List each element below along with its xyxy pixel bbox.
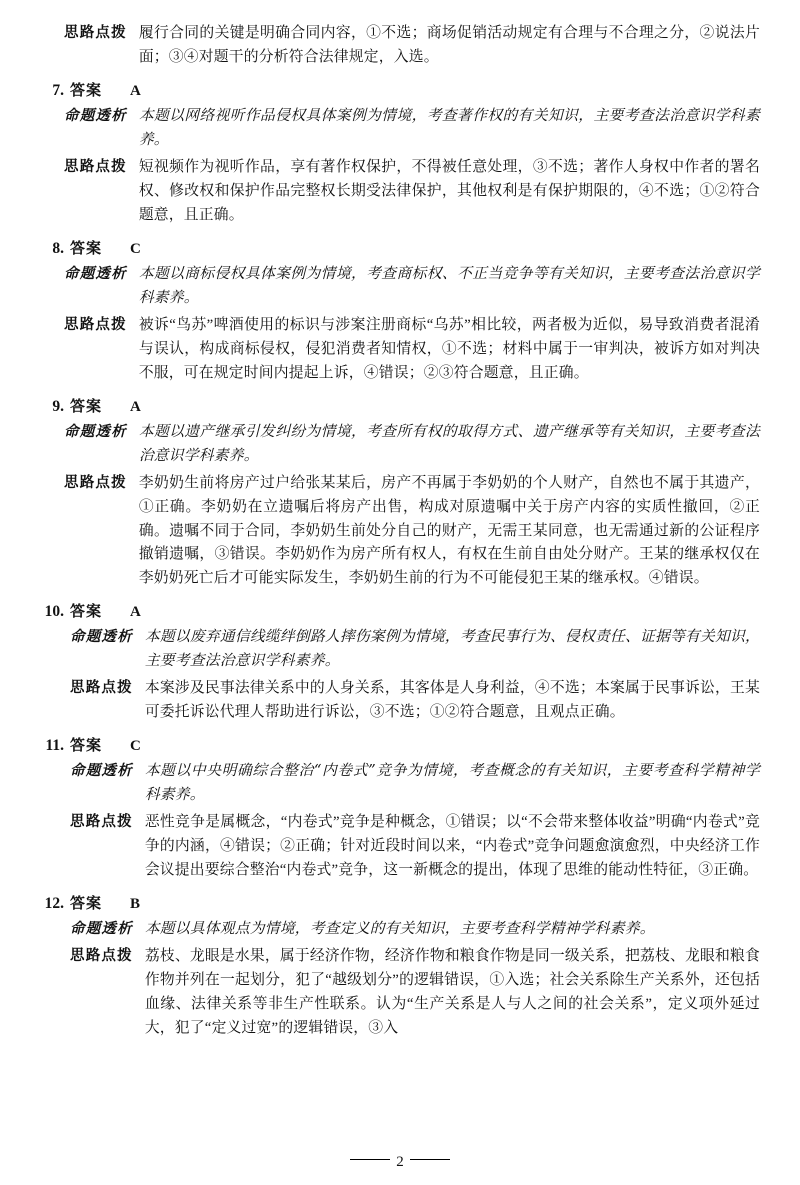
thinking-label: 思路点拨: [64, 25, 127, 41]
answer-line: [34, 237, 760, 258]
question-number: 9.: [52, 397, 64, 415]
answer-label: 答案: [70, 602, 103, 621]
answer-value: A: [130, 82, 142, 99]
thinking-paragraph: [34, 811, 760, 883]
answer-value: A: [130, 604, 142, 621]
footer-rule-right: [410, 1159, 450, 1160]
answer-value: C: [130, 738, 142, 755]
thinking-label: 思路点拨: [70, 948, 133, 965]
answer-block-11: [34, 734, 760, 883]
answer-block-10: [34, 600, 760, 725]
answer-block-8: [34, 237, 760, 386]
thinking-text: 荔枝、龙眼是水果，属于经济作物，经济作物和粮食作物是同一级关系，把荔枝、龙眼和粮食作物并列在一起划分，犯了“越级划分”的逻辑错误，①入选；社会关系除生产关系外，还包括血缘、法律关系等非生产性联系。认为“生产关系是人与人之间的社会关系”，定义项外延过大，犯了“定义过宽”的逻辑错误，③入: [144, 948, 760, 1036]
answer-value: A: [130, 398, 142, 415]
thinking-paragraph: [34, 314, 760, 386]
question-number: 10.: [44, 603, 64, 621]
page-footer: [0, 1154, 800, 1171]
analysis-label: 命题透析: [64, 422, 127, 440]
analysis-label: 命题透析: [64, 264, 127, 282]
question-number: 7.: [52, 81, 64, 99]
analysis-paragraph: [34, 917, 760, 941]
answer-value: C: [130, 240, 142, 257]
answer-label: 答案: [70, 238, 103, 257]
answer-label: 答案: [70, 894, 103, 913]
analysis-paragraph: [34, 104, 760, 152]
analysis-text: 本题以遗产继承引发纠纷为情境，考查所有权的取得方式、遗产继承等有关知识，主要考查法治意识学科素养。: [138, 422, 760, 464]
answer-line: [34, 395, 760, 416]
thinking-text: 履行合同的关键是明确合同内容，①不选；商场促销活动规定有合理与不合理之分，②说法片面；③④对题干的分析符合法律规定，入选。: [138, 25, 760, 65]
analysis-text: 本题以废弃通信线缆绊倒路人摔伤案例为情境，考查民事行为、侵权责任、证据等有关知识，主要考查法治意识学科素养。: [144, 628, 760, 670]
thinking-text: 李奶奶生前将房产过户给张某某后，房产不再属于李奶奶的个人财产，自然也不属于其遗产，①正确。李奶奶在立遗嘱后将房产出售，构成对原遗嘱中关于房产内容的实质性撤回，②正确。遗嘱不同于合同，李奶奶生前处分自己的财产，无需王某同意，也无需通过新的公证程序撤销遗嘱，③错误。李奶奶作为房产所有权人，有权在生前自由处分财产。王某的继承权仅在李奶奶死亡后才可能实际发生，李奶奶生前的行为不可能侵犯王某的继承权。④错误。: [138, 474, 760, 587]
thinking-label: 思路点拨: [64, 158, 127, 175]
answer-line: [34, 734, 760, 755]
thinking-paragraph: [34, 22, 760, 70]
thinking-text: 恶性竞争是属概念，“内卷式”竞争是种概念，①错误；以“不会带来整体收益”明确“内卷式”竞争的内涵，④错误；②正确；针对近段时间以来，“内卷式”竞争问题愈演愈烈，中央经济工作会议提出要综合整治“内卷式”竞争，这一新概念的提出，体现了思维的能动性特征，③正确。: [144, 814, 760, 879]
analysis-text: 本题以中央明确综合整治“内卷式”竞争为情境，考查概念的有关知识，主要考查科学精神学科素养。: [144, 762, 760, 804]
analysis-text: 本题以网络视听作品侵权具体案例为情境，考查著作权的有关知识，主要考查法治意识学科素养。: [138, 106, 760, 148]
answer-block-12: [34, 892, 760, 1041]
answer-label: 答案: [70, 80, 103, 99]
thinking-paragraph: [34, 677, 760, 725]
thinking-label: 思路点拨: [64, 474, 127, 491]
answer-label: 答案: [70, 736, 103, 755]
page-number: 2: [396, 1154, 404, 1170]
continuation-block: [34, 22, 760, 70]
question-number: 12.: [44, 895, 64, 913]
thinking-text: 本案涉及民事法律关系中的人身关系，其客体是人身利益，④不选；本案属于民事诉讼，王某可委托诉讼代理人帮助进行诉讼，③不选；①②符合题意，且观点正确。: [144, 680, 760, 721]
analysis-label: 命题透析: [70, 920, 133, 938]
footer-rule-left: [350, 1159, 390, 1160]
question-number: 11.: [45, 737, 64, 755]
thinking-text: 被诉“鸟苏”啤酒使用的标识与涉案注册商标“乌苏”相比较，两者极为近似，易导致消费者混淆与误认，构成商标侵权，侵犯消费者知情权，①不选；材料中属于一审判决，被诉方如对判决不服，可在规定时间内提起上诉，④错误；②③符合题意，且正确。: [138, 316, 760, 381]
analysis-label: 命题透析: [70, 762, 133, 780]
thinking-label: 思路点拨: [64, 316, 127, 333]
analysis-label: 命题透析: [70, 628, 133, 646]
analysis-paragraph: [34, 262, 760, 310]
analysis-paragraph: [34, 420, 760, 468]
answer-block-7: [34, 79, 760, 228]
thinking-label: 思路点拨: [70, 680, 133, 697]
analysis-text: 本题以商标侵权具体案例为情境，考查商标权、不正当竞争等有关知识，主要考查法治意识学科素养。: [138, 264, 760, 306]
analysis-paragraph: [34, 759, 760, 807]
answer-line: [34, 79, 760, 100]
analysis-text: 本题以具体观点为情境，考查定义的有关知识，主要考查科学精神学科素养。: [144, 920, 655, 938]
thinking-paragraph: [34, 472, 760, 592]
thinking-label: 思路点拨: [70, 814, 133, 831]
answer-label: 答案: [70, 396, 103, 415]
answer-line: [34, 892, 760, 913]
question-number: 8.: [52, 239, 64, 257]
thinking-paragraph: [34, 156, 760, 228]
analysis-paragraph: [34, 625, 760, 673]
answer-block-9: [34, 395, 760, 592]
thinking-text: 短视频作为视听作品，享有著作权保护，不得被任意处理，③不选；著作人身权中作者的署名权、修改权和保护作品完整权长期受法律保护，其他权利是有保护期限的，④不选；①②符合题意，且正确。: [138, 158, 760, 223]
analysis-label: 命题透析: [64, 106, 127, 124]
answer-line: [34, 600, 760, 621]
answer-value: B: [130, 896, 141, 913]
thinking-paragraph: [34, 945, 760, 1041]
